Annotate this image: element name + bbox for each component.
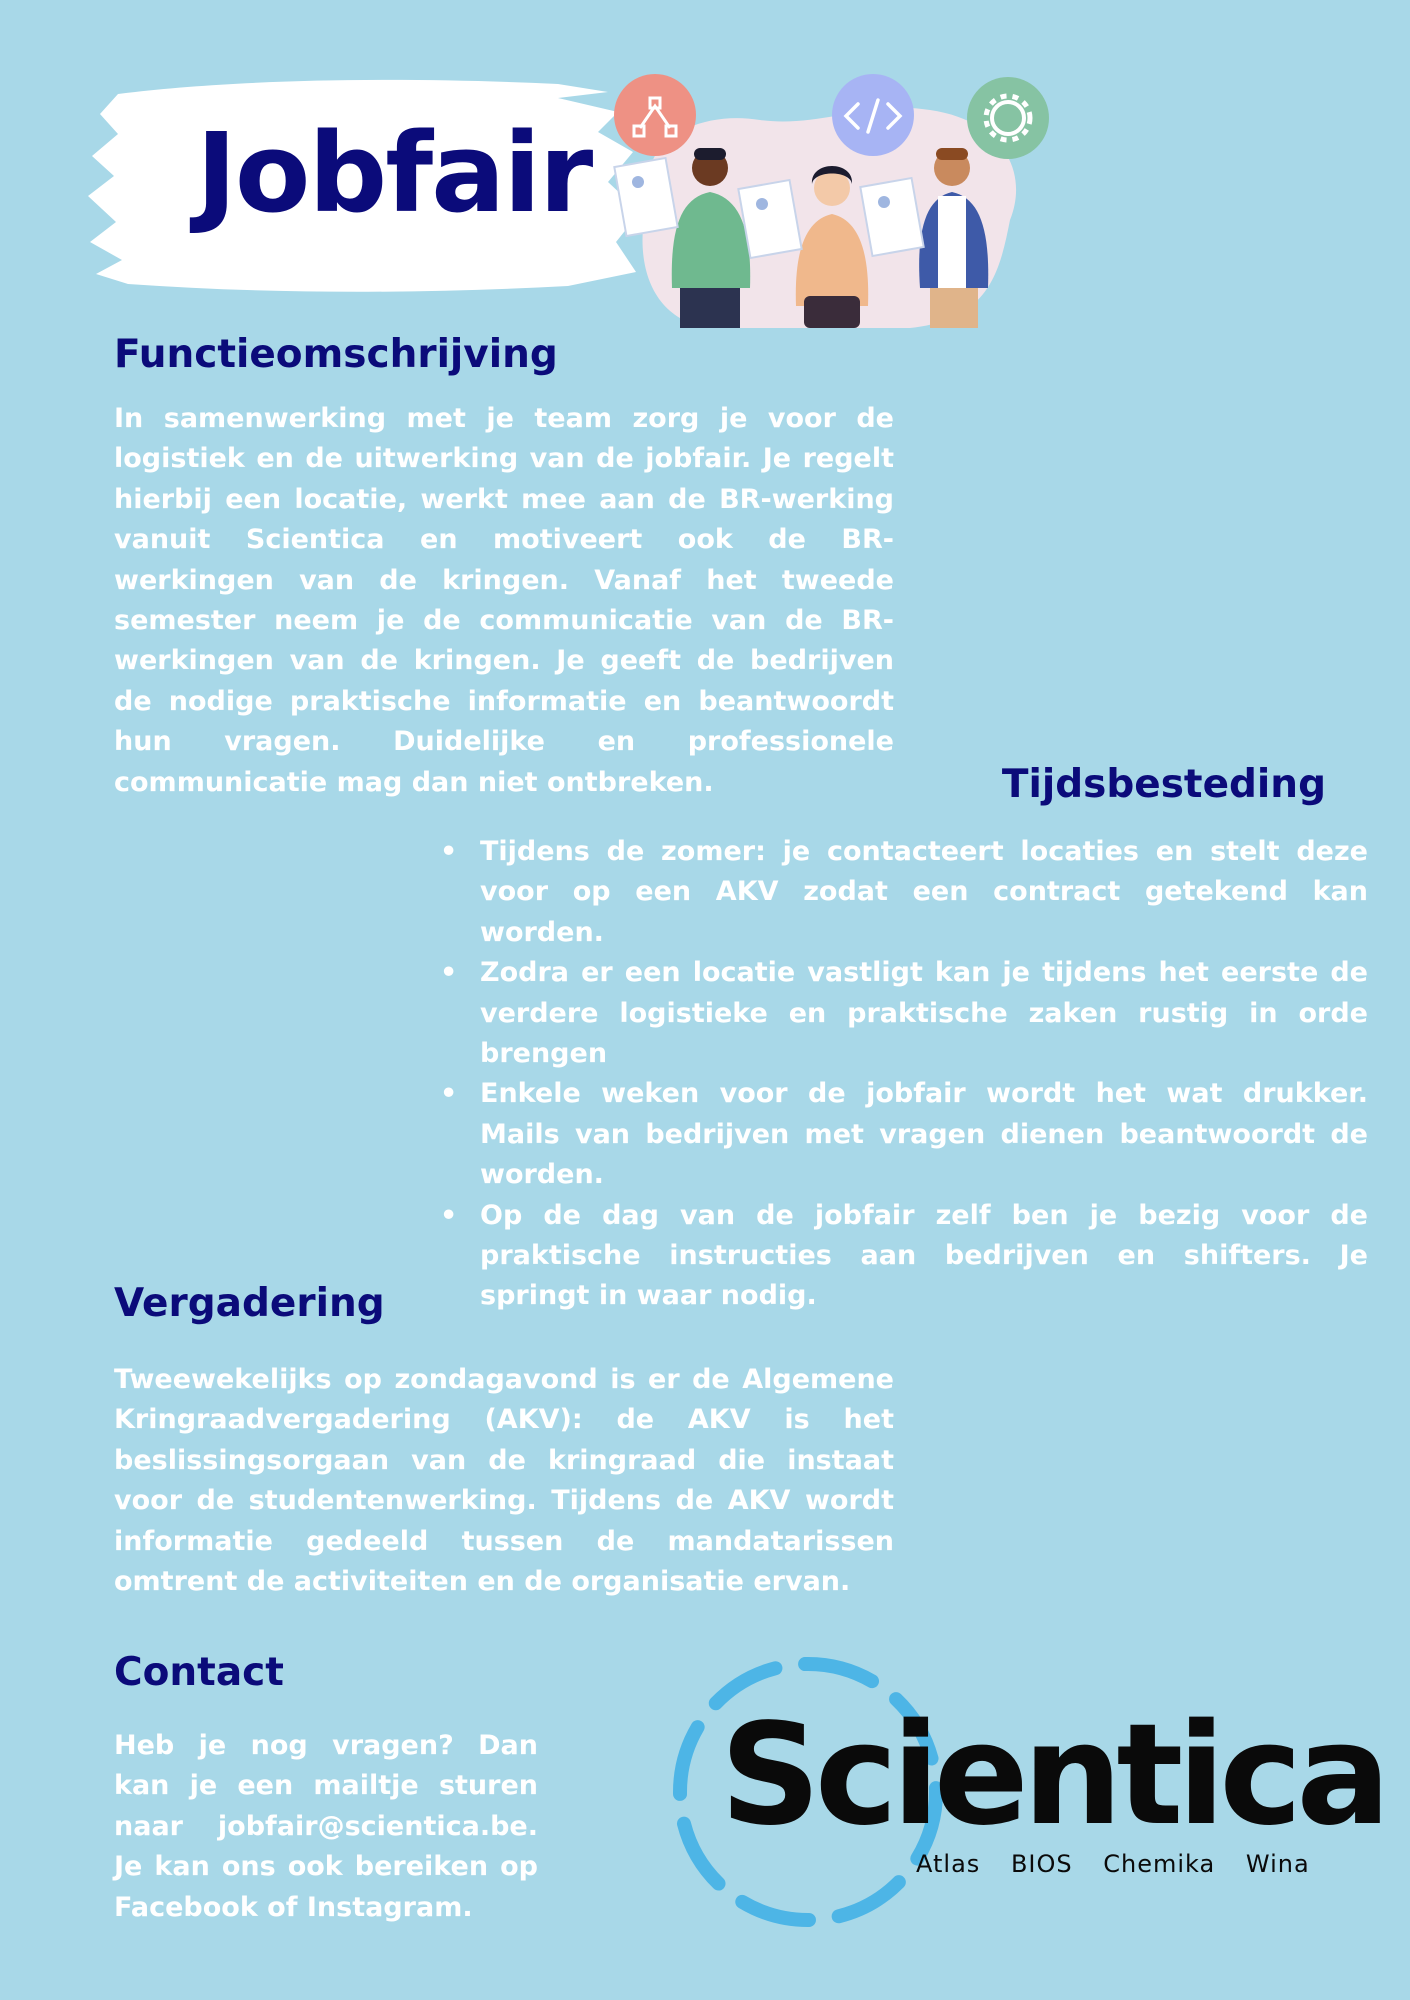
logo-member: Atlas <box>916 1850 981 1878</box>
section-heading-functieomschrijving: Functieomschrijving <box>114 332 558 377</box>
section-heading-vergadering: Vergadering <box>114 1281 385 1326</box>
tijdsbesteding-list <box>438 832 1368 1317</box>
vector-pen-icon <box>614 74 696 156</box>
logo-member: Wina <box>1245 1850 1310 1878</box>
list-item: • Op de dag van de jobfair zelf ben je bezig voor de praktische instructies aan bedrijven en shifters. Je springt in waar nodig. <box>480 1196 1368 1317</box>
gear-icon <box>967 77 1049 159</box>
list-item: • Zodra er een locatie vastligt kan je tijdens het eerste de verdere logistieke en praktische zaken rustig in orde brengen <box>480 953 1368 1074</box>
scientica-logo <box>668 1654 1385 1930</box>
logo-member: Chemika <box>1103 1850 1216 1878</box>
section-text-vergadering: Tweewekelijks op zondagavond is er de Algemene Kringraadvergadering (AKV): de AKV is het beslissingsorgaan van de kringraad die instaat voor de studentenwerking. Tijdens de AKV wordt informatie gedeeld tussen de mandatarissen omtrent de activiteiten en de organisatie ervan. <box>114 1364 894 1598</box>
list-item: • Enkele weken voor de jobfair wordt het wat drukker. Mails van bedrijven met vragen dienen beantwoordt de worden. <box>480 1074 1368 1195</box>
section-text-functieomschrijving: In samenwerking met je team zorg je voor de logistiek en de uitwerking van de jobfair. Je regelt hierbij een locatie, werkt mee aan de BR-werking vanuit Scientica en motiveert ook de BR-werkingen van de kringen. Vanaf het tweede semester neem je de communicatie van de BR-werkingen van de kringen. Je geeft de bedrijven de nodige praktische informatie en beantwoordt hun vragen. Duidelijke en professionele communicatie mag dan niet ontbreken. <box>114 403 894 798</box>
logo-wordmark: Scientica <box>720 1694 1385 1857</box>
logo-member: BIOS <box>1010 1850 1073 1878</box>
logo-members <box>916 1850 1332 1878</box>
section-heading-contact: Contact <box>114 1650 284 1695</box>
jobfair-illustration <box>610 70 1060 335</box>
list-item: • Tijdens de zomer: je contacteert locaties en stelt deze voor op een AKV zodat een contract getekend kan worden. <box>480 832 1368 953</box>
code-icon <box>832 74 914 156</box>
page-title: Jobfair <box>196 109 592 237</box>
section-text-contact: Heb je nog vragen? Dan kan je een mailtje sturen naar jobfair@scientica.be. Je kan ons ook bereiken op Facebook of Instagram. <box>114 1730 538 1923</box>
section-heading-tijdsbesteding: Tijdsbesteding <box>1001 762 1326 807</box>
